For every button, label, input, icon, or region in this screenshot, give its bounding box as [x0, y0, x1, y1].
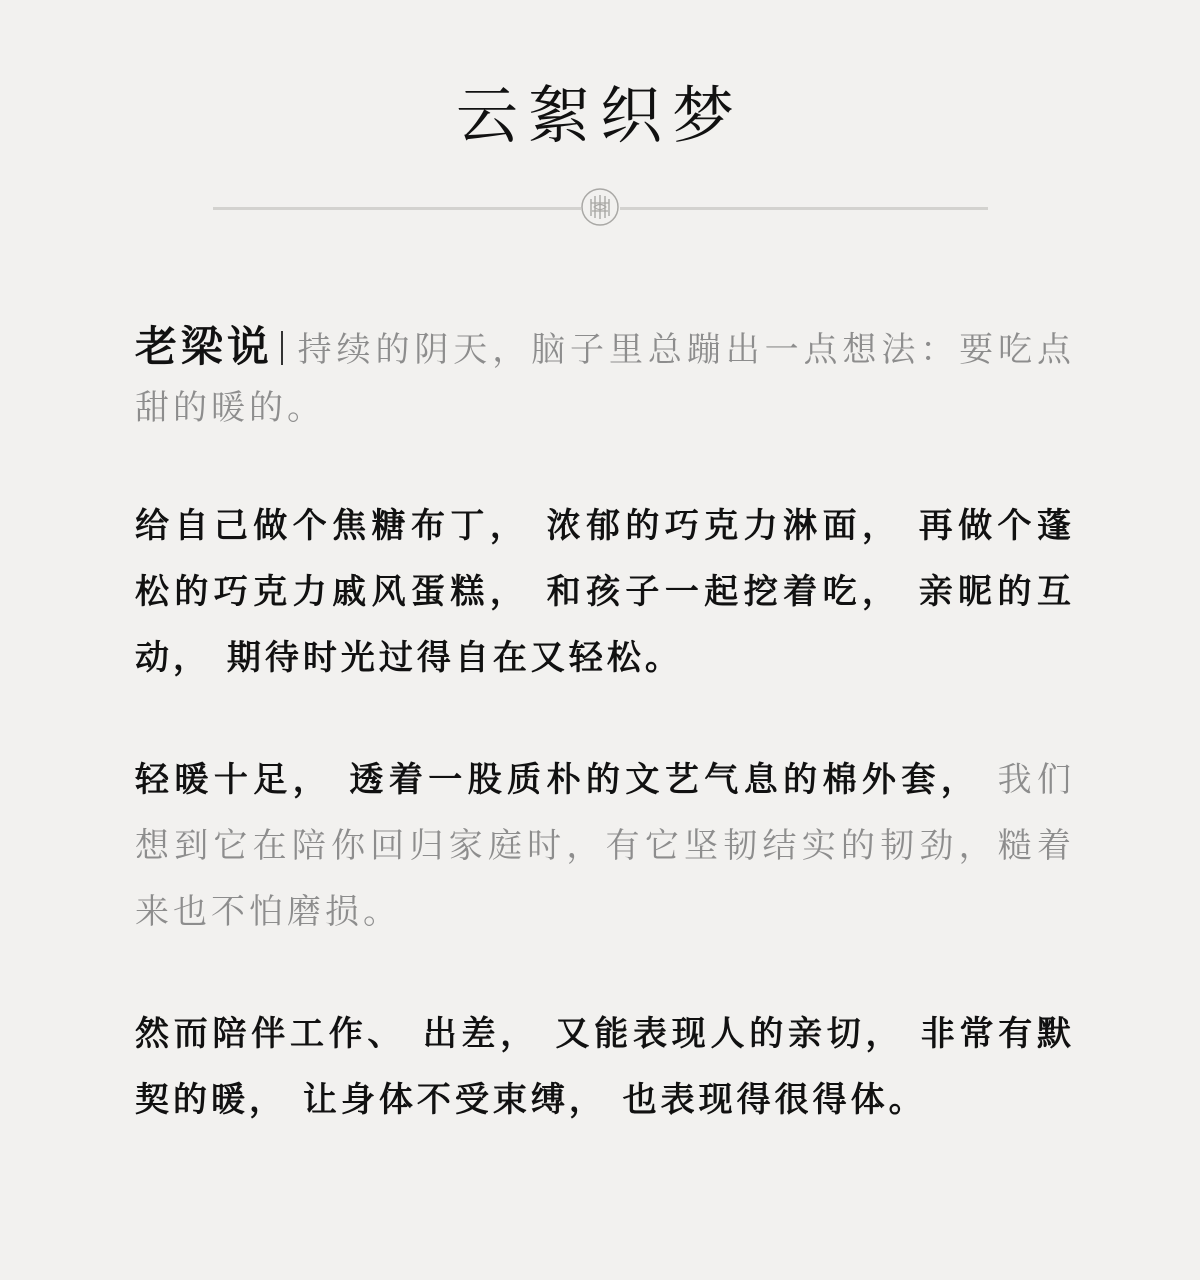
paragraph — [135, 493, 1075, 691]
paragraph-text: 轻暖十足， 透着一股质朴的文艺气息的棉外套， — [135, 760, 998, 800]
article-body — [135, 318, 1075, 1133]
divider-line-right — [620, 207, 988, 210]
paragraph — [135, 747, 1075, 945]
divider-line-left — [213, 207, 581, 210]
title-divider — [213, 187, 988, 229]
decorative-seal-icon — [580, 187, 620, 227]
paragraph-muted-text: 我们想到它在陪你回归家庭时，有它坚韧结实的韧劲，糙着来也不怕磨损。 — [135, 760, 1075, 932]
intro-text: 持续的阴天，脑子里总蹦出一点想法：要吃点甜的暖的。 — [135, 330, 1075, 428]
paragraph-text: 给自己做个焦糖布丁， 浓郁的巧克力淋面， 再做个蓬松的巧克力戚风蛋糕， 和孩子一起挖着吃， 亲昵的互动， 期待时光过得自在又轻松。 — [135, 506, 1075, 678]
speaker-label: 老梁说 — [135, 322, 273, 371]
page-title: 云絮织梦 — [455, 79, 744, 152]
intro-paragraph — [135, 318, 1075, 437]
separator-bar — [281, 331, 283, 365]
paragraph-text: 然而陪伴工作、 出差， 又能表现人的亲切， 非常有默契的暖， 让身体不受束缚， 也表现得很得体。 — [135, 1014, 1075, 1120]
paragraph — [135, 1001, 1075, 1133]
